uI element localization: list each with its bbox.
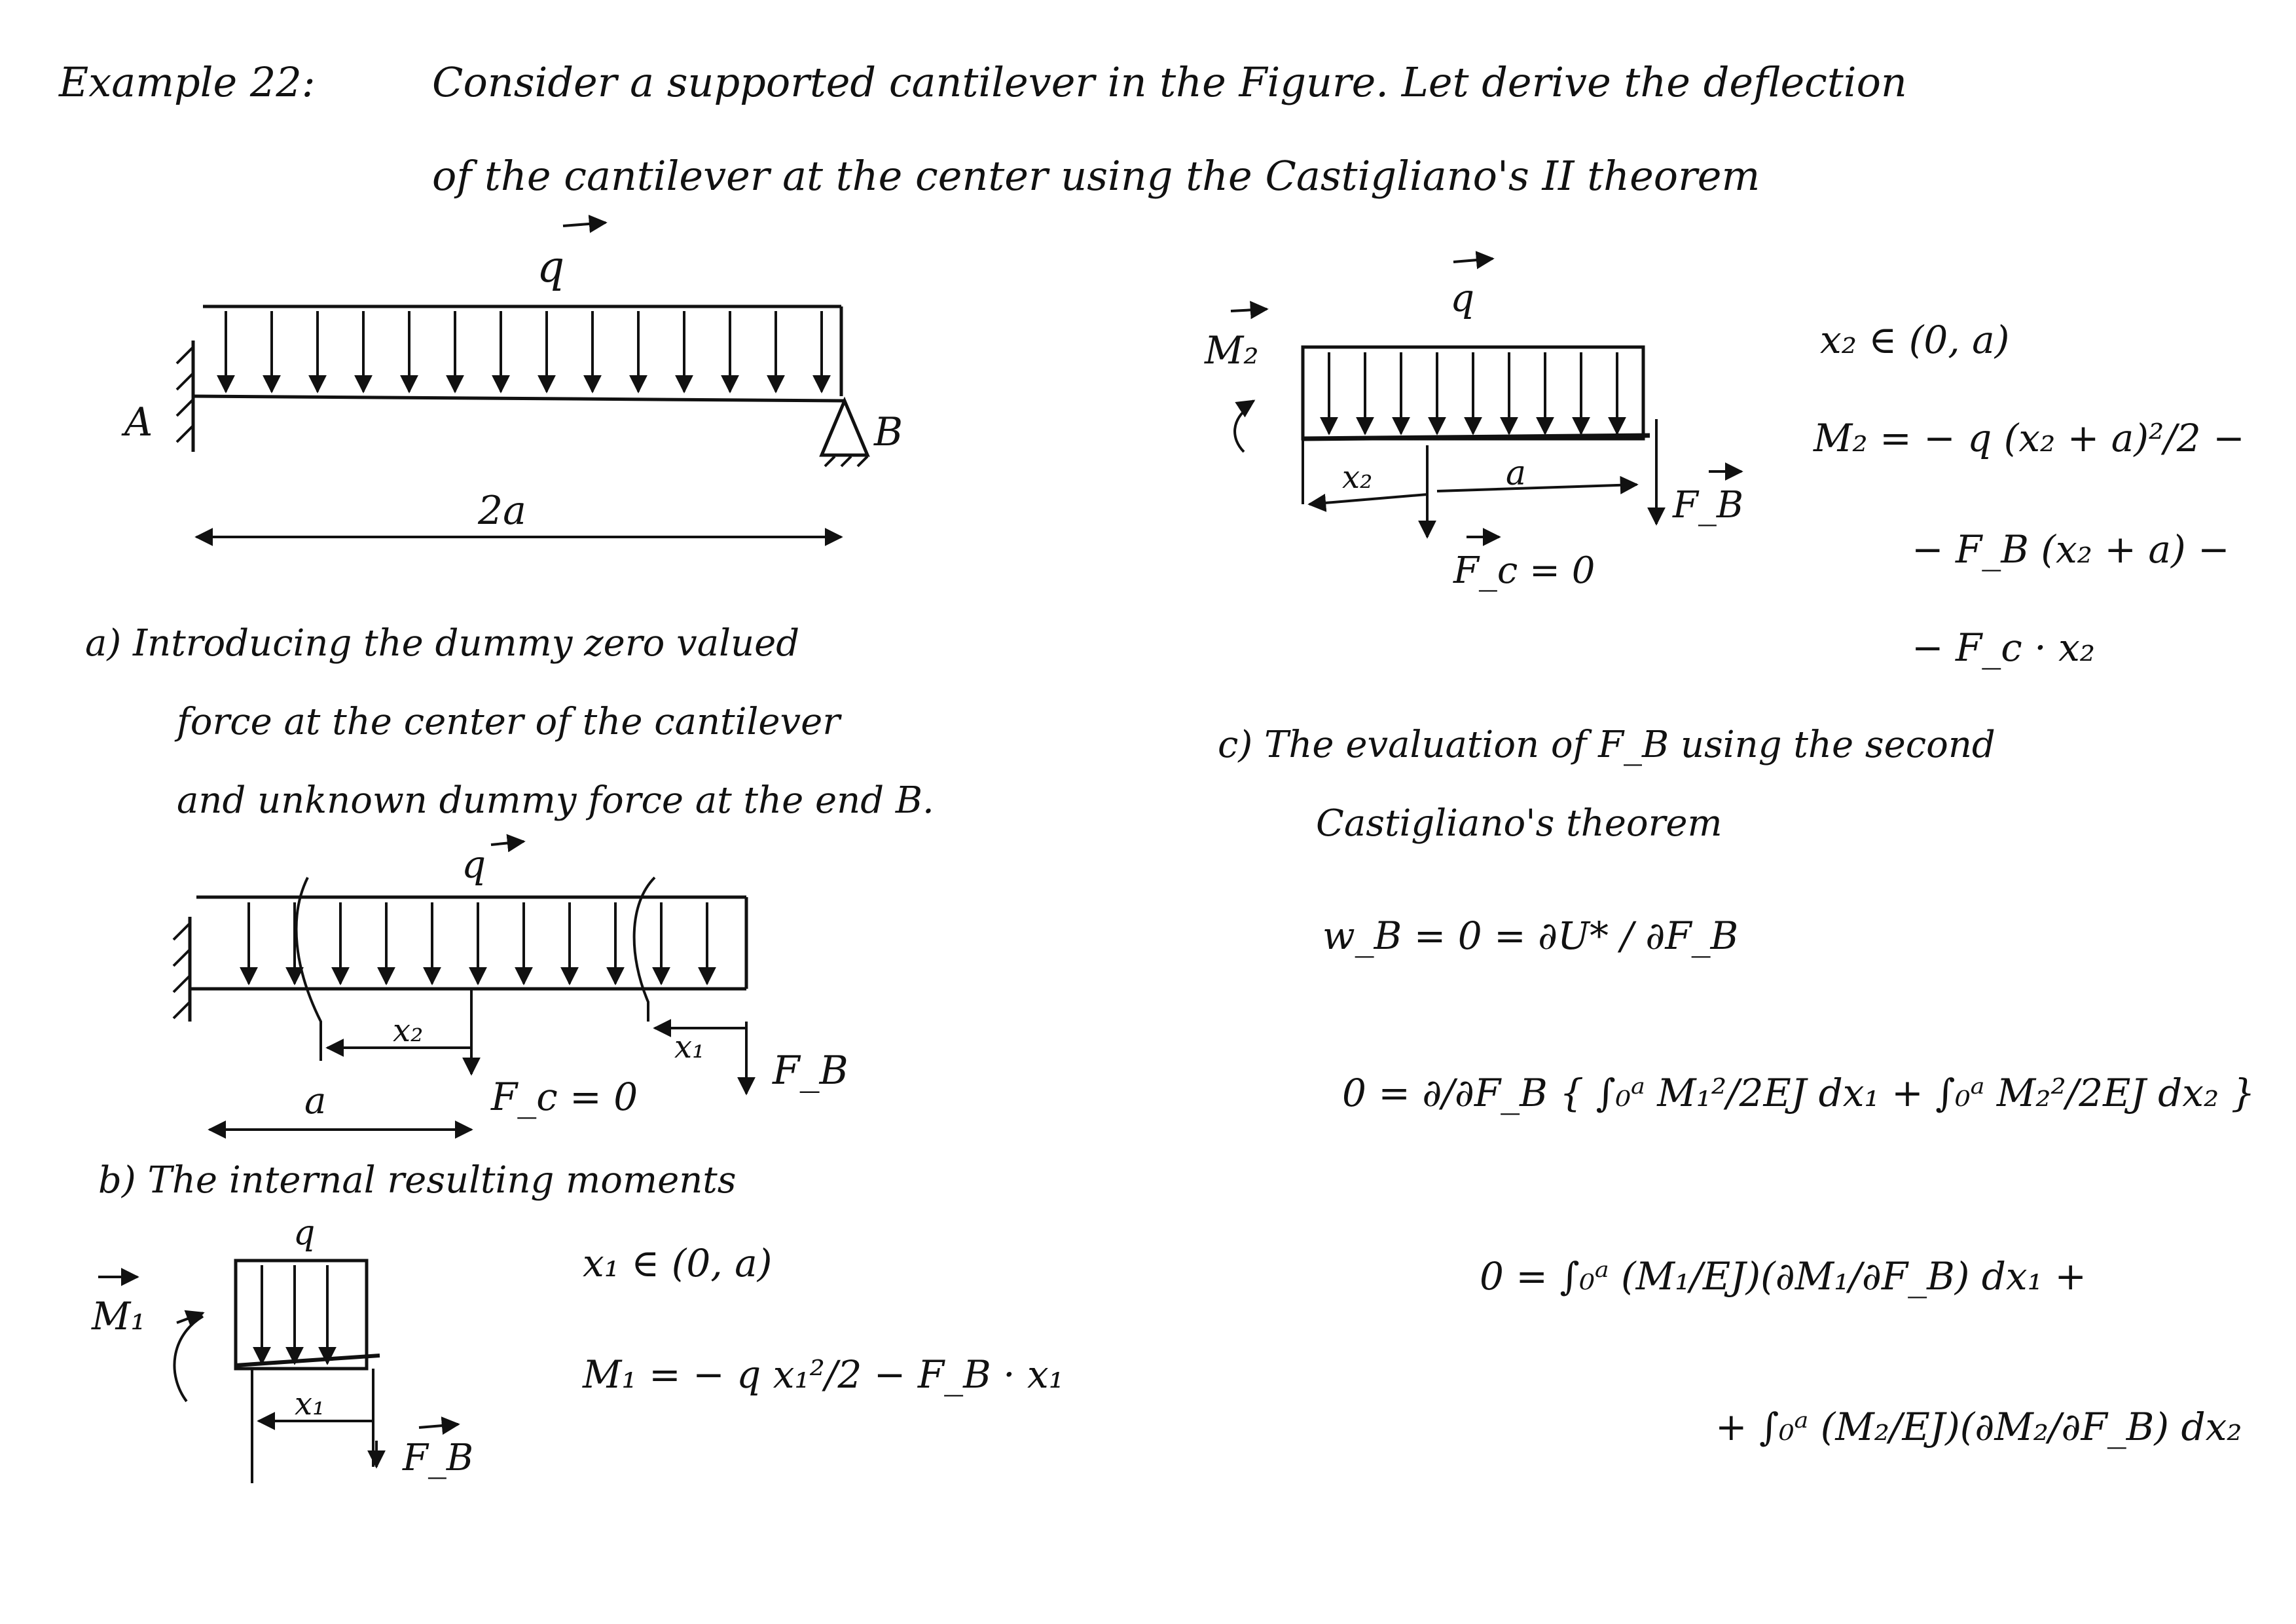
- example-label: Example 22:: [59, 58, 316, 106]
- part-a-line2: force at the center of the cantilever: [177, 701, 841, 743]
- segment2-fc: F_c = 0: [1453, 549, 1595, 592]
- part-b-fb: F_B: [403, 1437, 474, 1479]
- segment2-a: a: [1506, 454, 1527, 493]
- segment2-load-q: q: [1450, 276, 1475, 320]
- part-b-heading: b) The internal resulting moments: [98, 1159, 737, 1202]
- m1-label: M₁: [92, 1294, 146, 1338]
- load-q-label: q: [537, 242, 565, 292]
- m2-equation-1: M₂ = − q (x₂ + a)²/2 −: [1813, 416, 2245, 460]
- beam: [193, 396, 845, 401]
- part-b-load-q: q: [293, 1213, 316, 1253]
- part-a-figure: [173, 841, 746, 1130]
- support-a-label: A: [124, 399, 153, 445]
- part-a-load-q: q: [462, 842, 486, 887]
- castigliano-eq4: + ∫₀ᵃ (M₂/EJ)(∂M₂/∂F_B) dx₂: [1715, 1405, 2242, 1449]
- part-c-line2: Castigliano's theorem: [1316, 802, 1722, 845]
- m2-equation-3: − F_c · x₂: [1912, 625, 2096, 670]
- castigliano-eq3: 0 = ∫₀ᵃ (M₁/EJ)(∂M₁/∂F_B) dx₁ +: [1480, 1254, 2086, 1299]
- part-a-x2: x₂: [393, 1012, 424, 1049]
- castigliano-eq1: w_B = 0 = ∂U* / ∂F_B: [1322, 913, 1739, 958]
- span-label: 2a: [478, 488, 526, 534]
- part-a-fb: F_B: [773, 1048, 848, 1094]
- segment2-fb: F_B: [1673, 484, 1744, 526]
- part-a-fc: F_c = 0: [491, 1075, 638, 1119]
- load-arrows: [226, 311, 822, 392]
- part-a-line1: a) Introducing the dummy zero valued: [85, 622, 800, 665]
- part-a-x1: x₁: [674, 1029, 705, 1065]
- problem-statement-line1: Consider a supported cantilever in the Figure. Let derive the deflection: [432, 58, 1907, 106]
- support-b-label: B: [874, 409, 903, 455]
- m2-equation-2: − F_B (x₂ + a) −: [1912, 527, 2230, 572]
- part-a-line3: and unknown dummy force at the end B.: [177, 779, 934, 822]
- segment2-x2: x₂: [1342, 459, 1373, 496]
- part-c-line1: c) The evaluation of F_B using the second: [1218, 724, 1995, 766]
- castigliano-eq2: 0 = ∂/∂F_B { ∫₀ᵃ M₁²/2EJ dx₁ + ∫₀ᵃ M₂²/2EJ dx₂ }: [1342, 1071, 2255, 1115]
- segment2-figure: [1231, 259, 1744, 537]
- problem-statement-line2: of the cantilever at the center using the Castigliano's II theorem: [432, 152, 1760, 200]
- x2-range: x₂ ∈ (0, a): [1820, 318, 2010, 362]
- pin-support-b: [822, 401, 867, 455]
- m1-range: x₁ ∈ (0, a): [583, 1241, 773, 1285]
- m2-label: M₂: [1205, 328, 1259, 373]
- m1-equation: M₁ = − q x₁²/2 − F_B · x₁: [583, 1352, 1064, 1397]
- part-b-x1: x₁: [295, 1386, 325, 1422]
- part-a-a: a: [304, 1080, 327, 1122]
